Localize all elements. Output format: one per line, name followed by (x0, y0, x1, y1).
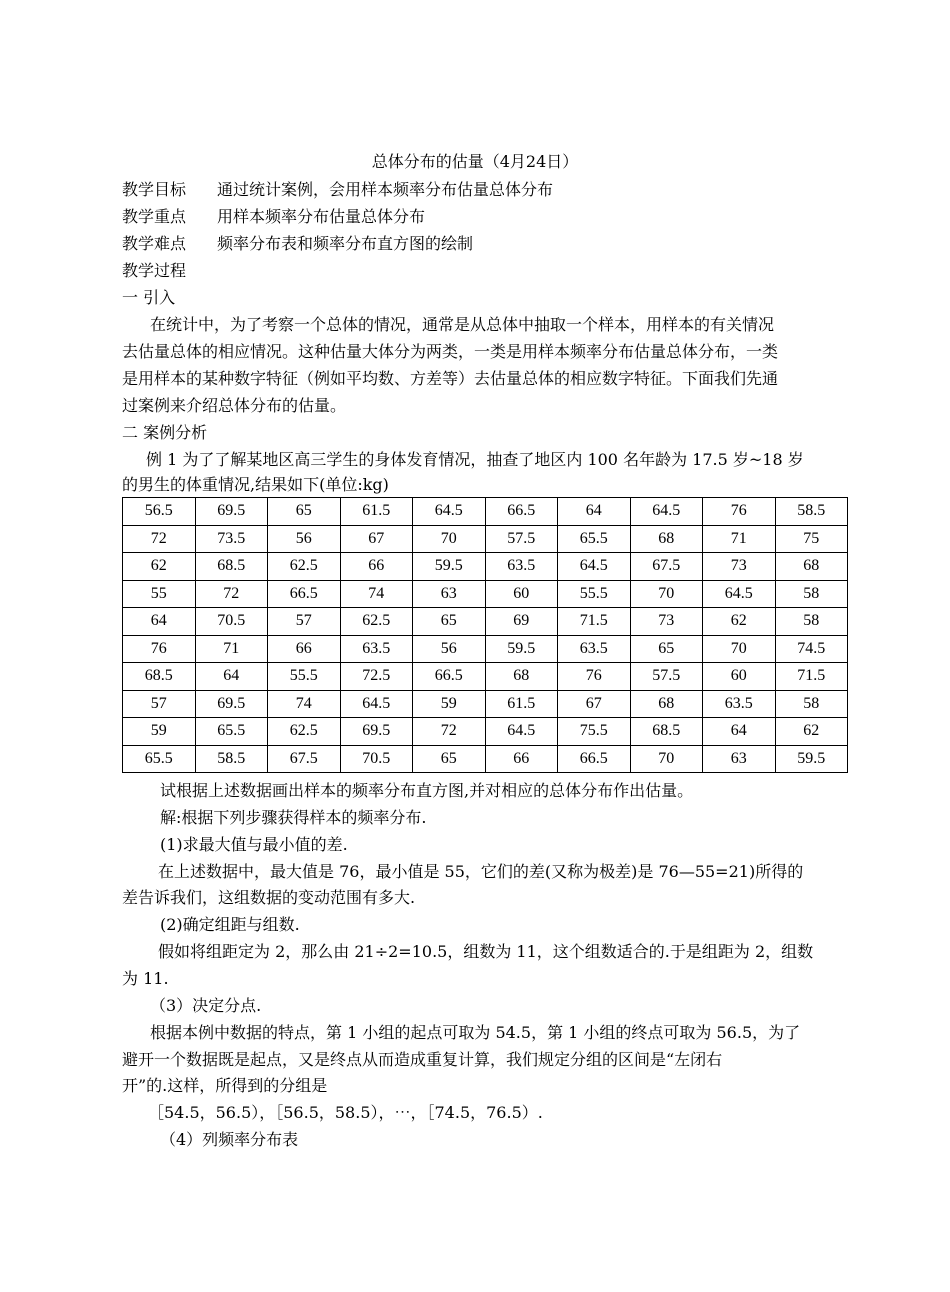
table-cell: 70 (630, 745, 703, 773)
table-cell: 56 (413, 635, 486, 663)
table-row (123, 608, 848, 636)
table-cell: 68 (775, 553, 848, 581)
table-cell: 66.5 (558, 745, 631, 773)
table-cell: 65 (268, 498, 341, 526)
table-cell: 58 (775, 580, 848, 608)
step3-heading: （3）决定分点. (150, 996, 262, 1015)
table-row (123, 718, 848, 746)
table-cell: 73.5 (195, 525, 268, 553)
table-cell: 68.5 (123, 663, 196, 691)
step2-heading: (2)确定组距与组数. (160, 915, 300, 934)
step2-line: 为 11. (122, 969, 169, 988)
table-cell: 71.5 (775, 663, 848, 691)
table-cell: 65.5 (195, 718, 268, 746)
difficulty-label: 教学难点 (122, 234, 187, 253)
table-cell: 59.5 (413, 553, 486, 581)
table-cell: 63 (413, 580, 486, 608)
example-line: 的男生的体重情况,结果如下(单位:kg) (122, 475, 389, 494)
page-title: 总体分布的估量（4月24日） (371, 152, 579, 171)
intro-line: 去估量总体的相应情况。这种估量大体分为两类，一类是用样本频率分布估量总体分布，一类 (122, 342, 779, 361)
table-cell: 67.5 (630, 553, 703, 581)
table-cell: 66.5 (268, 580, 341, 608)
table-cell: 66 (268, 635, 341, 663)
table-cell: 68 (630, 525, 703, 553)
table-cell: 58.5 (775, 498, 848, 526)
table-cell: 70 (413, 525, 486, 553)
table-cell: 62.5 (268, 718, 341, 746)
table-cell: 69.5 (195, 498, 268, 526)
table-cell: 60 (703, 663, 776, 691)
step3-line: 根据本例中数据的特点，第 1 小组的起点可取为 54.5，第 1 小组的终点可取为 56.5，为了 (150, 1023, 801, 1042)
table-cell: 59.5 (485, 635, 558, 663)
table-cell: 55.5 (268, 663, 341, 691)
table-cell: 71 (195, 635, 268, 663)
table-cell: 68 (485, 663, 558, 691)
table-row (123, 663, 848, 691)
table-cell: 59 (123, 718, 196, 746)
table-cell: 66 (485, 745, 558, 773)
table-cell: 57 (268, 608, 341, 636)
intro-line: 在统计中，为了考察一个总体的情况，通常是从总体中抽取一个样本，用样本的有关情况 (150, 315, 775, 334)
section-intro-heading: 一 引入 (122, 288, 176, 307)
table-row (123, 580, 848, 608)
table-cell: 70 (703, 635, 776, 663)
solution-text: 解:根据下列步骤获得样本的频率分布. (160, 808, 427, 827)
table-cell: 68.5 (195, 553, 268, 581)
table-cell: 55 (123, 580, 196, 608)
table-cell: 72.5 (340, 663, 413, 691)
table-cell: 64.5 (703, 580, 776, 608)
step1-line: 在上述数据中，最大值是 76，最小值是 55，它们的差(又称为极差)是 76—55=21)所得的 (158, 862, 804, 881)
step3-line: 避开一个数据既是起点，又是终点从而造成重复计算，我们规定分组的区间是“左闭右 (122, 1050, 723, 1069)
table-cell: 64.5 (340, 690, 413, 718)
table-cell: 62 (775, 718, 848, 746)
table-cell: 69.5 (340, 718, 413, 746)
table-cell: 75 (775, 525, 848, 553)
table-cell: 76 (123, 635, 196, 663)
intro-line: 过案例来介绍总体分布的估量。 (122, 396, 347, 415)
table-cell: 61.5 (340, 498, 413, 526)
table-cell: 71 (703, 525, 776, 553)
table-cell: 72 (413, 718, 486, 746)
table-cell: 56.5 (123, 498, 196, 526)
step2-line: 假如将组距定为 2，那么由 21÷2=10.5，组数为 11，这个组数适合的.于是组距为 2，组数 (158, 942, 814, 961)
goal-label: 教学目标 (122, 180, 187, 199)
table-row (123, 553, 848, 581)
table-cell: 60 (485, 580, 558, 608)
table-cell: 73 (630, 608, 703, 636)
table-cell: 70.5 (195, 608, 268, 636)
table-cell: 66.5 (413, 663, 486, 691)
table-cell: 64.5 (630, 498, 703, 526)
table-cell: 64 (703, 718, 776, 746)
table-cell: 63.5 (340, 635, 413, 663)
table-cell: 67.5 (268, 745, 341, 773)
key-text: 用样本频率分布估量总体分布 (217, 207, 426, 226)
section-case-heading: 二 案例分析 (122, 423, 208, 442)
table-row (123, 498, 848, 526)
table-cell: 62.5 (268, 553, 341, 581)
table-cell: 62.5 (340, 608, 413, 636)
intro-line: 是用样本的某种数字特征（例如平均数、方差等）去估量总体的相应数字特征。下面我们先通 (122, 369, 779, 388)
table-cell: 63.5 (558, 635, 631, 663)
table-cell: 59.5 (775, 745, 848, 773)
step1-line: 差告诉我们，这组数据的变动范围有多大. (122, 888, 416, 907)
table-cell: 63 (703, 745, 776, 773)
table-cell: 67 (340, 525, 413, 553)
difficulty-text: 频率分布表和频率分布直方图的绘制 (217, 234, 474, 253)
table-cell: 72 (195, 580, 268, 608)
table-cell: 68 (630, 690, 703, 718)
table-cell: 74.5 (775, 635, 848, 663)
table-cell: 76 (703, 498, 776, 526)
table-cell: 63.5 (485, 553, 558, 581)
table-cell: 62 (123, 553, 196, 581)
table-cell: 65 (630, 635, 703, 663)
table-cell: 75.5 (558, 718, 631, 746)
table-cell: 71.5 (558, 608, 631, 636)
table-cell: 70.5 (340, 745, 413, 773)
table-cell: 69 (485, 608, 558, 636)
step4-heading: （4）列频率分布表 (160, 1130, 299, 1149)
table-cell: 64.5 (558, 553, 631, 581)
teaching-key-point (122, 206, 830, 228)
table-cell: 58 (775, 690, 848, 718)
table-cell: 67 (558, 690, 631, 718)
table-cell: 64.5 (485, 718, 558, 746)
table-cell: 66 (340, 553, 413, 581)
table-cell: 55.5 (558, 580, 631, 608)
table-cell: 74 (340, 580, 413, 608)
table-cell: 65 (413, 608, 486, 636)
table-cell: 74 (268, 690, 341, 718)
table-cell: 64.5 (413, 498, 486, 526)
table-cell: 70 (630, 580, 703, 608)
table-row (123, 525, 848, 553)
table-cell: 62 (703, 608, 776, 636)
table-row (123, 690, 848, 718)
weight-data-table (122, 497, 848, 773)
key-label: 教学重点 (122, 207, 187, 226)
table-cell: 61.5 (485, 690, 558, 718)
table-row (123, 635, 848, 663)
step3-line: 开”的.这样，所得到的分组是 (122, 1076, 328, 1095)
table-cell: 64 (195, 663, 268, 691)
table-cell: 66.5 (485, 498, 558, 526)
table-cell: 58.5 (195, 745, 268, 773)
table-cell: 57.5 (485, 525, 558, 553)
table-cell: 65.5 (123, 745, 196, 773)
table-cell: 69.5 (195, 690, 268, 718)
table-cell: 65 (413, 745, 486, 773)
example-line: 例 1 为了了解某地区高三学生的身体发育情况，抽查了地区内 100 名年龄为 17.5 岁~18 岁 (146, 450, 804, 469)
table-cell: 72 (123, 525, 196, 553)
table-cell: 64 (558, 498, 631, 526)
table-cell: 59 (413, 690, 486, 718)
table-cell: 76 (558, 663, 631, 691)
table-cell: 57 (123, 690, 196, 718)
table-cell: 73 (703, 553, 776, 581)
table-cell: 58 (775, 608, 848, 636)
task-text: 试根据上述数据画出样本的频率分布直方图,并对相应的总体分布作出估量。 (160, 781, 694, 800)
table-cell: 65.5 (558, 525, 631, 553)
table-cell: 56 (268, 525, 341, 553)
interval-list: ［54.5，56.5），［56.5，58.5），⋯，［74.5，76.5）. (148, 1103, 543, 1122)
table-cell: 64 (123, 608, 196, 636)
table-cell: 68.5 (630, 718, 703, 746)
table-row (123, 745, 848, 773)
step1-heading: (1)求最大值与最小值的差. (160, 835, 348, 854)
table-cell: 63.5 (703, 690, 776, 718)
teaching-goal (122, 179, 830, 201)
process-label: 教学过程 (122, 261, 187, 280)
table-cell: 57.5 (630, 663, 703, 691)
goal-text: 通过统计案例，会用样本频率分布估量总体分布 (217, 180, 554, 199)
teaching-difficulty (122, 233, 830, 255)
